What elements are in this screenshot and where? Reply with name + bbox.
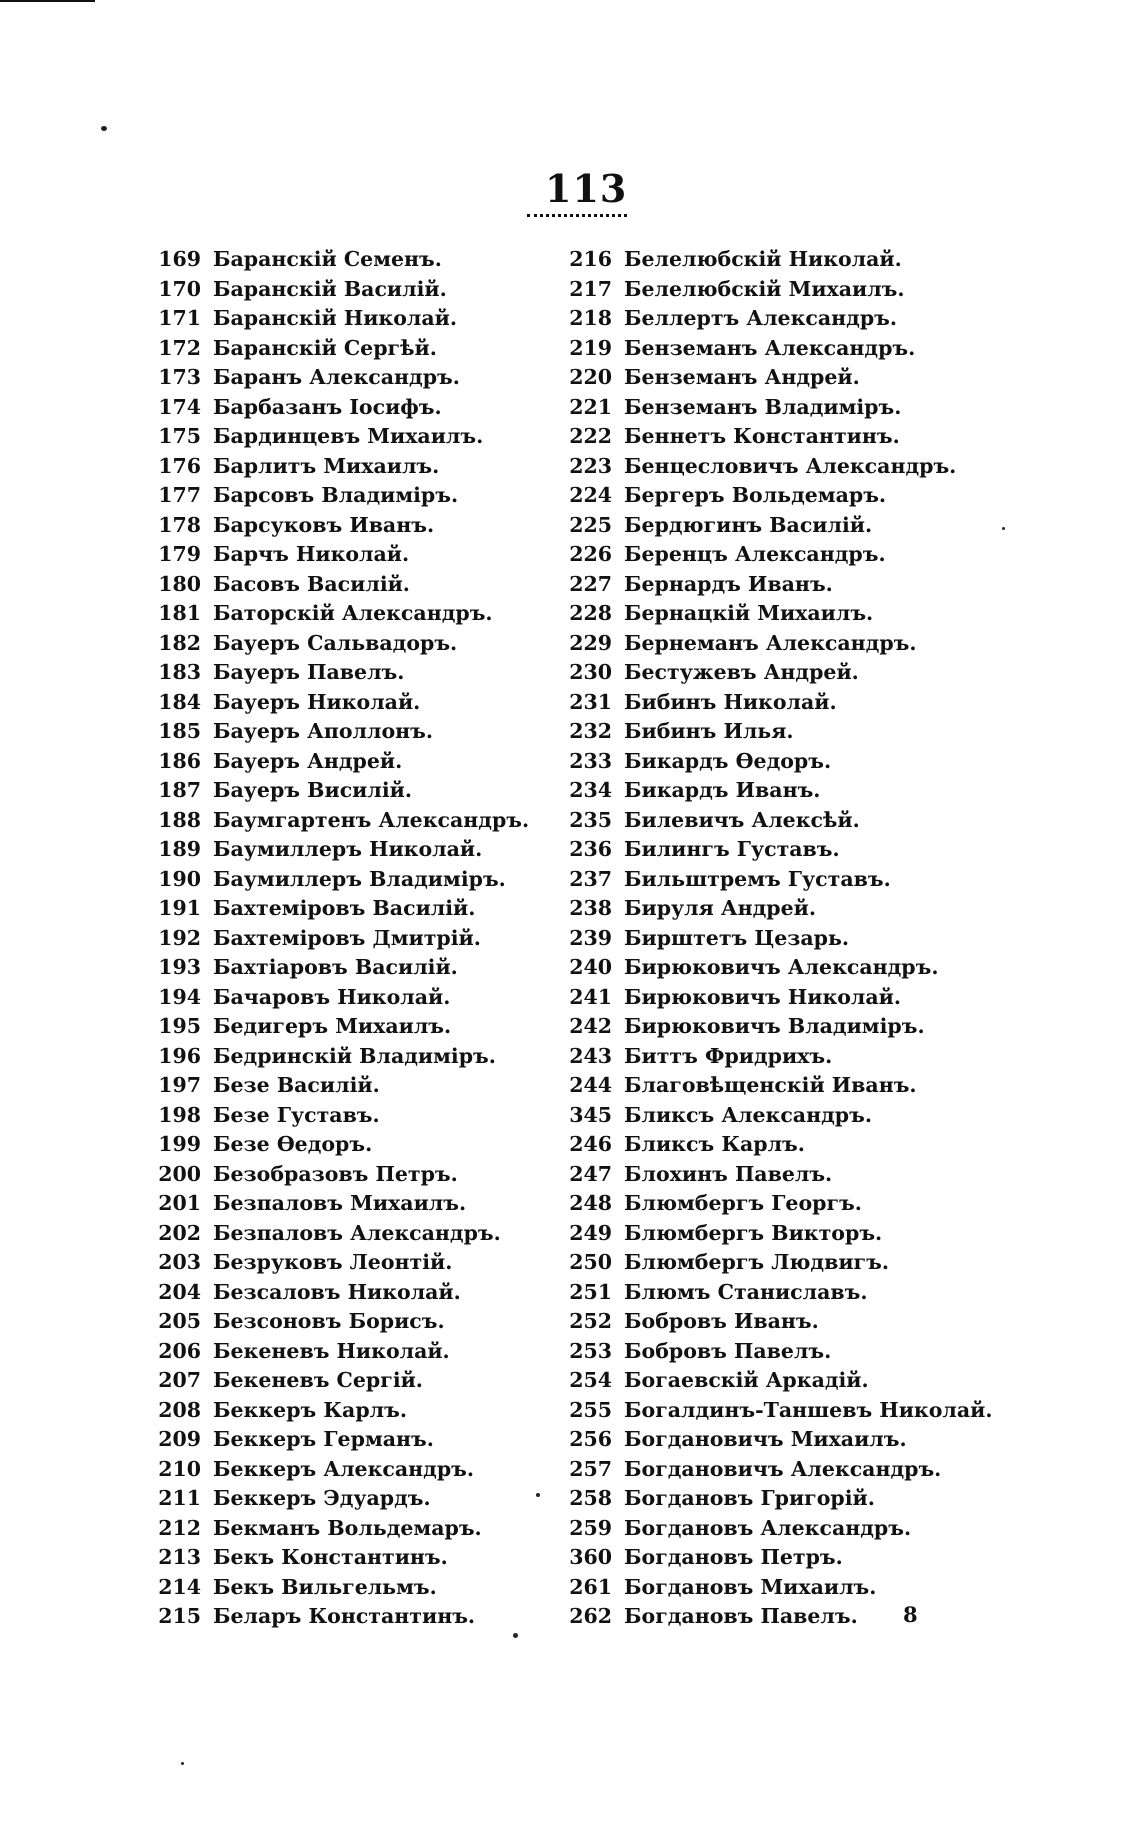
entry-name: Баумиллеръ Николай. — [213, 837, 483, 861]
entry-number: 213 — [158, 1545, 201, 1569]
entry-number: 225 — [569, 512, 612, 537]
entry-name: Безе Василій. — [213, 1073, 380, 1097]
list-item — [155, 422, 529, 452]
entry-name: Барсуковъ Иванъ. — [213, 512, 435, 537]
entry-name: Бауеръ Аполлонъ. — [213, 719, 433, 743]
list-item — [155, 1484, 529, 1514]
entry-name: Баранскій Сергѣй. — [213, 335, 437, 360]
left-column-list — [155, 245, 529, 1632]
entry-name: Бердюгинъ Василій. — [624, 512, 873, 537]
entry-number: 189 — [158, 837, 201, 861]
top-edge-rule — [0, 0, 95, 2]
list-item — [155, 1425, 529, 1455]
list-item — [155, 393, 529, 423]
signature-mark: 8 — [903, 1602, 918, 1627]
list-item — [566, 776, 992, 806]
entry-name: Баторскій Александръ. — [213, 601, 493, 625]
entry-number: 172 — [158, 335, 201, 360]
entry-number: 255 — [569, 1397, 612, 1422]
list-item — [566, 1160, 992, 1190]
entry-number: 221 — [569, 394, 612, 419]
entry-name: Белелюбскій Михаилъ. — [624, 276, 905, 301]
entry-number: 235 — [569, 807, 612, 832]
entry-number: 228 — [569, 601, 612, 625]
list-item — [566, 1219, 992, 1249]
entry-number: 178 — [158, 512, 201, 537]
entry-number: 236 — [569, 837, 612, 861]
entry-name: Богалдинъ-Таншевъ Николай. — [624, 1397, 993, 1422]
list-item — [155, 1543, 529, 1573]
list-item — [566, 658, 992, 688]
list-item — [566, 1307, 992, 1337]
entry-number: 248 — [569, 1191, 612, 1215]
entry-number: 206 — [158, 1338, 201, 1363]
entry-name: Богдановъ Павелъ. — [624, 1604, 858, 1628]
list-item — [155, 540, 529, 570]
entry-name: Бауеръ Павелъ. — [213, 660, 405, 684]
print-speck — [181, 1762, 184, 1765]
entry-name: Бекъ Вильгельмъ. — [213, 1574, 437, 1599]
list-item — [566, 422, 992, 452]
list-item — [155, 245, 529, 275]
print-speck — [101, 126, 107, 131]
entry-number: 257 — [569, 1456, 612, 1481]
list-item — [566, 1042, 992, 1072]
entry-number: 237 — [569, 866, 612, 891]
entry-name: Барчъ Николай. — [213, 542, 410, 566]
entry-name: Бобровъ Иванъ. — [624, 1309, 819, 1333]
entry-name: Безе Өедоръ. — [213, 1132, 373, 1156]
list-item — [566, 1012, 992, 1042]
entry-number: 174 — [158, 394, 201, 419]
list-item — [155, 717, 529, 747]
entry-name: Бачаровъ Николай. — [213, 984, 451, 1009]
entry-number: 204 — [158, 1279, 201, 1304]
entry-number: 171 — [158, 306, 201, 330]
list-item — [155, 953, 529, 983]
entry-number: 216 — [569, 247, 612, 271]
list-item — [155, 1514, 529, 1544]
entry-name: Бедринскій Владиміръ. — [213, 1043, 496, 1068]
entry-number: 249 — [569, 1220, 612, 1245]
entry-number: 227 — [569, 571, 612, 596]
entry-name: Бирюковичъ Владиміръ. — [624, 1014, 925, 1038]
entry-number: 223 — [569, 453, 612, 478]
list-item — [566, 1101, 992, 1131]
entry-number: 220 — [569, 365, 612, 389]
entry-number: 209 — [158, 1427, 201, 1451]
list-item — [155, 658, 529, 688]
entry-name: Бобровъ Павелъ. — [624, 1338, 832, 1363]
list-item — [155, 511, 529, 541]
list-item — [566, 1484, 992, 1514]
entry-number: 244 — [569, 1073, 612, 1097]
entry-name: Барлитъ Михаилъ. — [213, 453, 440, 478]
entry-name: Бенземанъ Александръ. — [624, 335, 916, 360]
entry-number: 222 — [569, 424, 612, 448]
entry-name: Бахтіаровъ Василій. — [213, 955, 458, 979]
entry-number: 239 — [569, 925, 612, 950]
list-item — [566, 629, 992, 659]
entry-number: 243 — [569, 1043, 612, 1068]
entry-name: Богдановичъ Михаилъ. — [624, 1427, 907, 1451]
entry-name: Безруковъ Леонтій. — [213, 1250, 453, 1274]
list-item — [566, 1455, 992, 1485]
entry-name: Богдановъ Петръ. — [624, 1545, 843, 1569]
list-item — [155, 806, 529, 836]
entry-number: 232 — [569, 719, 612, 743]
entry-number: 208 — [158, 1397, 201, 1422]
list-item — [566, 363, 992, 393]
list-item — [155, 481, 529, 511]
entry-name: Бенцесловичъ Александръ. — [624, 453, 957, 478]
entry-number: 177 — [158, 483, 201, 507]
list-item — [155, 1337, 529, 1367]
entry-name: Богаевскій Аркадій. — [624, 1368, 869, 1392]
entry-number: 169 — [158, 247, 201, 271]
entry-number: 224 — [569, 483, 612, 507]
entry-number: 229 — [569, 630, 612, 655]
entry-name: Бедигеръ Михаилъ. — [213, 1014, 452, 1038]
entry-number: 183 — [158, 660, 201, 684]
entry-name: Беккеръ Германъ. — [213, 1427, 434, 1451]
entry-number: 259 — [569, 1515, 612, 1540]
list-item — [566, 1425, 992, 1455]
entry-number: 199 — [158, 1132, 201, 1156]
list-item — [155, 688, 529, 718]
entry-name: Безсаловъ Николай. — [213, 1279, 461, 1304]
list-item — [155, 776, 529, 806]
list-item — [155, 599, 529, 629]
list-item — [155, 275, 529, 305]
list-item — [566, 1337, 992, 1367]
list-item — [155, 924, 529, 954]
list-item — [155, 747, 529, 777]
entry-name: Богдановъ Александръ. — [624, 1515, 912, 1540]
list-item — [155, 570, 529, 600]
entry-name: Баранскій Семенъ. — [213, 247, 442, 271]
list-item — [566, 747, 992, 777]
entry-number: 179 — [158, 542, 201, 566]
page-number-underline — [527, 214, 627, 217]
list-item — [155, 835, 529, 865]
entry-number: 180 — [158, 571, 201, 596]
entry-name: Беларъ Константинъ. — [213, 1604, 476, 1628]
entry-name: Бауеръ Висилій. — [213, 778, 412, 802]
entry-number: 205 — [158, 1309, 201, 1333]
entry-number: 246 — [569, 1132, 612, 1156]
entry-number: 345 — [569, 1102, 612, 1127]
list-item — [566, 835, 992, 865]
list-item — [566, 599, 992, 629]
entry-number: 170 — [158, 276, 201, 301]
list-item — [566, 953, 992, 983]
entry-name: Баранъ Александръ. — [213, 365, 460, 389]
entry-name: Безобразовъ Петръ. — [213, 1161, 458, 1186]
list-item — [155, 629, 529, 659]
list-item — [566, 1514, 992, 1544]
entry-name: Бернардъ Иванъ. — [624, 571, 833, 596]
entry-number: 210 — [158, 1456, 201, 1481]
entry-name: Бикардъ Иванъ. — [624, 778, 821, 802]
list-item — [566, 540, 992, 570]
entry-number: 197 — [158, 1073, 201, 1097]
entry-number: 193 — [158, 955, 201, 979]
entry-name: Барсовъ Владиміръ. — [213, 483, 459, 507]
list-item — [155, 334, 529, 364]
entry-name: Бильштремъ Густавъ. — [624, 866, 891, 891]
list-item — [155, 1248, 529, 1278]
entry-number: 202 — [158, 1220, 201, 1245]
list-item — [155, 1130, 529, 1160]
entry-number: 191 — [158, 896, 201, 920]
list-item — [566, 452, 992, 482]
entry-number: 190 — [158, 866, 201, 891]
entry-number: 214 — [158, 1574, 201, 1599]
entry-name: Бекъ Константинъ. — [213, 1545, 448, 1569]
entry-name: Баранскій Василій. — [213, 276, 447, 301]
entry-number: 258 — [569, 1486, 612, 1510]
entry-number: 203 — [158, 1250, 201, 1274]
entry-name: Бикардъ Өедоръ. — [624, 748, 832, 773]
entry-name: Бауеръ Николай. — [213, 689, 421, 714]
entry-number: 217 — [569, 276, 612, 301]
entry-name: Билингъ Густавъ. — [624, 837, 840, 861]
entry-name: Беллертъ Александръ. — [624, 306, 898, 330]
entry-name: Блюмбергъ Георгъ. — [624, 1191, 862, 1215]
entry-number: 240 — [569, 955, 612, 979]
list-item — [155, 1101, 529, 1131]
entry-number: 198 — [158, 1102, 201, 1127]
list-item — [566, 334, 992, 364]
entry-number: 226 — [569, 542, 612, 566]
entry-name: Блохинъ Павелъ. — [624, 1161, 833, 1186]
list-item — [155, 865, 529, 895]
list-item — [566, 481, 992, 511]
entry-name: Беннетъ Константинъ. — [624, 424, 900, 448]
list-item — [155, 983, 529, 1013]
entry-name: Бестужевъ Андрей. — [624, 660, 859, 684]
entry-number: 196 — [158, 1043, 201, 1068]
list-item — [566, 1573, 992, 1603]
entry-name: Бауеръ Андрей. — [213, 748, 403, 773]
entry-name: Билевичъ Алексѣй. — [624, 807, 860, 832]
entry-name: Бенземанъ Владиміръ. — [624, 394, 902, 419]
list-item — [155, 1366, 529, 1396]
entry-name: Беккеръ Карлъ. — [213, 1397, 407, 1422]
entry-number: 252 — [569, 1309, 612, 1333]
print-speck — [536, 1493, 540, 1497]
list-item — [155, 1573, 529, 1603]
entry-number: 201 — [158, 1191, 201, 1215]
entry-number: 262 — [569, 1604, 612, 1628]
list-item — [566, 983, 992, 1013]
list-item — [566, 1543, 992, 1573]
entry-name: Безе Густавъ. — [213, 1102, 380, 1127]
list-item — [566, 570, 992, 600]
entry-name: Бахтеміровъ Дмитрій. — [213, 925, 481, 950]
entry-number: 241 — [569, 984, 612, 1009]
entry-number: 211 — [158, 1486, 201, 1510]
entry-number: 173 — [158, 365, 201, 389]
entry-number: 233 — [569, 748, 612, 773]
entry-name: Богдановъ Григорій. — [624, 1486, 875, 1510]
print-speck — [1002, 527, 1005, 530]
list-item — [566, 1189, 992, 1219]
entry-number: 195 — [158, 1014, 201, 1038]
entry-number: 219 — [569, 335, 612, 360]
entry-name: Бернацкій Михаилъ. — [624, 601, 874, 625]
entry-name: Басовъ Василій. — [213, 571, 410, 596]
entry-number: 261 — [569, 1574, 612, 1599]
list-item — [155, 1455, 529, 1485]
list-item — [566, 393, 992, 423]
entry-number: 218 — [569, 306, 612, 330]
list-item — [155, 304, 529, 334]
entry-name: Безсоновъ Борисъ. — [213, 1309, 445, 1333]
right-column-list — [566, 245, 992, 1632]
entry-name: Бернеманъ Александръ. — [624, 630, 917, 655]
entry-number: 187 — [158, 778, 201, 802]
entry-name: Бируля Андрей. — [624, 896, 816, 920]
entry-name: Бликсъ Карлъ. — [624, 1132, 805, 1156]
entry-number: 192 — [158, 925, 201, 950]
list-item — [566, 1602, 992, 1632]
list-item — [566, 806, 992, 836]
entry-number: 247 — [569, 1161, 612, 1186]
entry-number: 185 — [158, 719, 201, 743]
print-speck — [513, 1633, 518, 1638]
entry-number: 242 — [569, 1014, 612, 1038]
entry-name: Бирштетъ Цезарь. — [624, 925, 849, 950]
list-item — [155, 1602, 529, 1632]
entry-number: 238 — [569, 896, 612, 920]
entry-name: Бирюковичъ Николай. — [624, 984, 902, 1009]
entry-number: 176 — [158, 453, 201, 478]
entry-name: Беккеръ Александръ. — [213, 1456, 475, 1481]
list-item — [155, 1160, 529, 1190]
entry-number: 250 — [569, 1250, 612, 1274]
list-item — [566, 1396, 992, 1426]
entry-name: Баумгартенъ Александръ. — [213, 807, 530, 832]
list-item — [566, 717, 992, 747]
entry-number: 188 — [158, 807, 201, 832]
entry-name: Белелюбскій Николай. — [624, 247, 902, 271]
entry-name: Безпаловъ Михаилъ. — [213, 1191, 467, 1215]
entry-name: Бенземанъ Андрей. — [624, 365, 860, 389]
list-item — [155, 1278, 529, 1308]
entry-number: 175 — [158, 424, 201, 448]
list-item — [566, 894, 992, 924]
entry-name: Бибинъ Николай. — [624, 689, 837, 714]
entry-name: Богдановичъ Александръ. — [624, 1456, 942, 1481]
entry-name: Беккеръ Эдуардъ. — [213, 1486, 431, 1510]
entry-name: Бирюковичъ Александръ. — [624, 955, 939, 979]
entry-name: Баранскій Николай. — [213, 306, 457, 330]
entry-name: Беренцъ Александръ. — [624, 542, 886, 566]
list-item — [566, 304, 992, 334]
entry-name: Бликсъ Александръ. — [624, 1102, 872, 1127]
list-item — [566, 1130, 992, 1160]
entry-number: 256 — [569, 1427, 612, 1451]
entry-name: Блюмбергъ Викторъ. — [624, 1220, 883, 1245]
entry-name: Бергеръ Вольдемаръ. — [624, 483, 887, 507]
entry-number: 207 — [158, 1368, 201, 1392]
list-item — [566, 1278, 992, 1308]
entry-name: Бауеръ Сальвадоръ. — [213, 630, 458, 655]
entry-number: 212 — [158, 1515, 201, 1540]
list-item — [155, 1012, 529, 1042]
entry-name: Богдановъ Михаилъ. — [624, 1574, 877, 1599]
list-item — [566, 1071, 992, 1101]
entry-number: 194 — [158, 984, 201, 1009]
list-item — [566, 865, 992, 895]
entry-name: Блюмбергъ Людвигъ. — [624, 1250, 889, 1274]
list-item — [566, 1366, 992, 1396]
entry-name: Бекеневъ Николай. — [213, 1338, 450, 1363]
list-item — [566, 688, 992, 718]
entry-name: Бекеневъ Сергій. — [213, 1368, 423, 1392]
entry-name: Безпаловъ Александръ. — [213, 1220, 501, 1245]
list-item — [155, 1219, 529, 1249]
entry-number: 186 — [158, 748, 201, 773]
entry-name: Бибинъ Илья. — [624, 719, 794, 743]
list-item — [566, 1248, 992, 1278]
list-item — [155, 1042, 529, 1072]
entry-name: Биттъ Фридрихъ. — [624, 1043, 833, 1068]
entry-name: Бекманъ Вольдемаръ. — [213, 1515, 482, 1540]
entry-name: Бардинцевъ Михаилъ. — [213, 424, 484, 448]
entry-number: 254 — [569, 1368, 612, 1392]
entry-number: 234 — [569, 778, 612, 802]
list-item — [566, 275, 992, 305]
list-item — [155, 894, 529, 924]
entry-name: Баумиллеръ Владиміръ. — [213, 866, 506, 891]
list-item — [155, 1396, 529, 1426]
list-item — [155, 1307, 529, 1337]
list-item — [155, 452, 529, 482]
entry-number: 230 — [569, 660, 612, 684]
entry-number: 251 — [569, 1279, 612, 1304]
list-item — [155, 363, 529, 393]
entry-number: 181 — [158, 601, 201, 625]
entry-number: 184 — [158, 689, 201, 714]
entry-number: 215 — [158, 1604, 201, 1628]
list-item — [155, 1071, 529, 1101]
list-item — [566, 924, 992, 954]
entry-name: Барбазанъ Іосифъ. — [213, 394, 442, 419]
entry-number: 360 — [569, 1545, 612, 1569]
entry-number: 253 — [569, 1338, 612, 1363]
entry-name: Благовѣщенскій Иванъ. — [624, 1073, 917, 1097]
list-item — [155, 1189, 529, 1219]
page-number: 113 — [545, 166, 628, 211]
list-item — [566, 245, 992, 275]
entry-name: Бахтеміровъ Василій. — [213, 896, 476, 920]
entry-number: 182 — [158, 630, 201, 655]
entry-name: Блюмъ Станиславъ. — [624, 1279, 868, 1304]
list-item — [566, 511, 992, 541]
entry-number: 231 — [569, 689, 612, 714]
entry-number: 200 — [158, 1161, 201, 1186]
